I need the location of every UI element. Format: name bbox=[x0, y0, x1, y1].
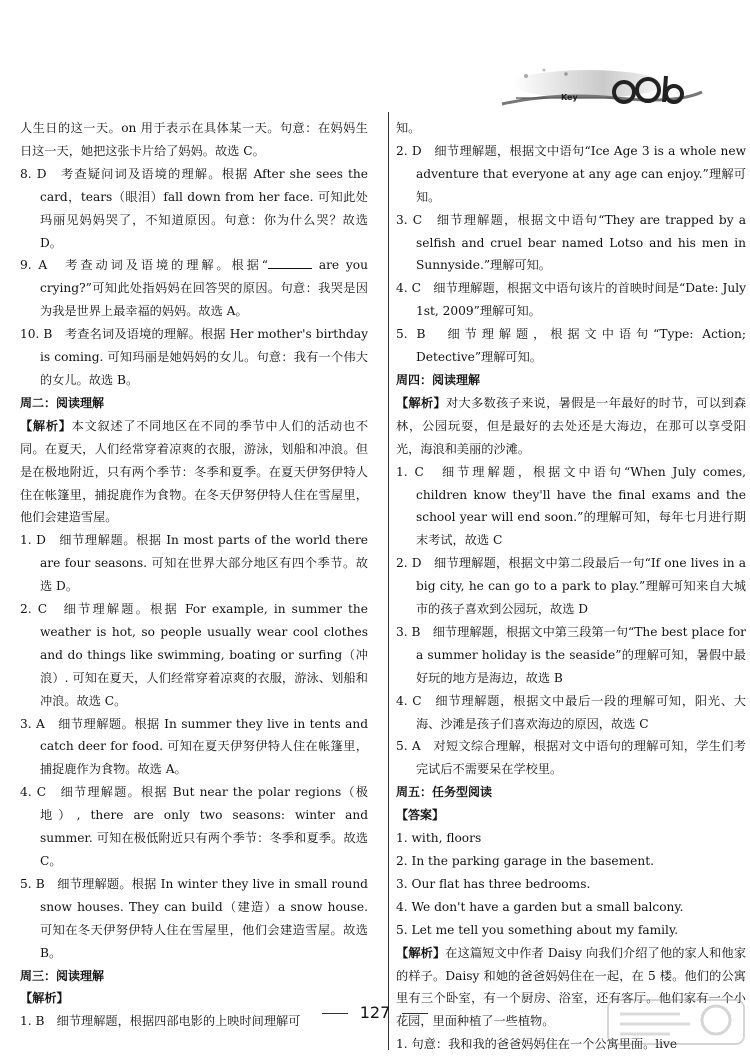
analysis-tag: 【解析】 bbox=[396, 395, 447, 410]
header-key-label: Key bbox=[561, 93, 578, 102]
answer-item: 4. C 细节理解题，根据文中语句该片的首映时间是“Date: July 1st, 2009”理解可知。 bbox=[396, 281, 746, 319]
fill-blank-line bbox=[268, 256, 312, 269]
watermark-logo bbox=[606, 998, 746, 1046]
answer-item: 2. C 细节理解题。根据 For example, in summer the weather is hot, so people usually wear cool clothes and do things like swimming, boating or surfing（冲浪）. 可知在夏天，人们经常穿着凉爽的衣服，游泳、划船和冲浪。故选 C。 bbox=[20, 602, 368, 708]
section-heading: 周四：阅读理解 bbox=[396, 372, 481, 387]
answer-item: 5. B 细节理解题，根据文中语句“Type: Action; Detective”理解可知。 bbox=[396, 327, 746, 365]
answer-item: 3. A 细节理解题。根据 In summer they live in tents and catch deer for food. 可知在夏天伊努伊特人住在帐篷里，捕捉鹿作为食物。故选 A。 bbox=[20, 716, 368, 777]
text-line: 人生日的这一天。on 用于表示在具体某一天。句意：在妈妈生日这一天，她把这张卡片给了妈妈。故选 C。 bbox=[20, 121, 368, 158]
answer-item: 3. B 细节理解题，根据文中第三段第一句“The best place for a summer holiday is the seaside”的理解可知，暑假中最好玩的地方是海边，故选 B bbox=[396, 624, 746, 685]
analysis-text: 本文叙述了不同地区在不同的季节中人们的活动也不同。在夏天，人们经常穿着凉爽的衣服，游泳，划船和冲浪。但是在极地附近，只有两个季节：冬季和夏季。在夏天伊努伊特人住在帐篷里，捕捉鹿作为食物。在冬天伊努伊特人住在雪屋里，他们会建造雪屋。 bbox=[20, 418, 369, 525]
page-number-right-dash bbox=[402, 1013, 428, 1014]
right-column bbox=[396, 117, 746, 1056]
left-column bbox=[20, 117, 368, 1033]
answer-item: 1. B 细节理解题，根据四部电影的上映时间理解可 bbox=[20, 1014, 301, 1029]
text-line: 1. with, floors bbox=[396, 831, 482, 846]
answer-item: 5. B 细节理解题。根据 In winter they live in small round snow houses. They can build（建造）a snow house. 可知在冬天伊努伊特人住在雪屋里，他们会建造雪屋。故选 B。 bbox=[20, 876, 368, 960]
text-line: 5. Let me tell you something about my family. bbox=[396, 922, 679, 937]
answer-item: 5. A 对短文综合理解，根据对文中语句的理解可知，学生们考完试后不需要呆在学校里。 bbox=[396, 739, 746, 777]
analysis-tag: 【解析】 bbox=[20, 418, 72, 433]
answer-item: 1. D 细节理解题。根据 In most parts of the world there are four seasons. 可知在世界大部分地区有四个季节。故选 D。 bbox=[20, 533, 368, 594]
text-line: 知。 bbox=[396, 121, 421, 135]
answer-item: 2. D 细节理解题，根据文中语句“Ice Age 3 is a whole new adventure that everyone at any age can enjoy.”理解可知。 bbox=[396, 143, 746, 204]
answer-item: 2. D 细节理解题，根据文中第二段最后一句“If one lives in a big city, he can go to a park to play.”理解可知来自大城市的孩子喜欢到公园玩，故选 D bbox=[396, 556, 746, 617]
analysis-text: 在这篇短文中作者 Daisy 向我们介绍了他的家人和他家的样子。Daisy 和她的爸爸妈妈住在一起，在 5 楼。他们的公寓里有三个卧室，有一个厨房、浴室，还有客厅。他们家有一个小花园，里面种植了一些植物。 bbox=[396, 945, 747, 1029]
answer-item bbox=[20, 254, 368, 323]
answer-item: 4. C 细节理解题，根据文中最后一段的理解可知，阳光、大海、沙滩是孩子们喜欢海边的原因，故选 C bbox=[396, 693, 746, 731]
section-heading: 周三：阅读理解 bbox=[20, 968, 105, 983]
answer-item: 4. C 细节理解题。根据 But near the polar regions（极地）, there are only two seasons: winter and summer. 可知在极低附近只有两个季节：冬季和夏季。故选 C。 bbox=[20, 785, 368, 868]
analysis-text: 对大多数孩子来说，暑假是一年最好的时节，可以到森林，公园玩耍，但是最好的去处还是大海边，在那可以享受阳光，海浪和美丽的沙滩。 bbox=[396, 395, 747, 456]
analysis-tag: 【解析】 bbox=[20, 991, 69, 1006]
section-heading: 周二：阅读理解 bbox=[20, 395, 105, 410]
text-line: 2. In the parking garage in the basement. bbox=[396, 854, 655, 868]
text-line: 3. Our flat has three bedrooms. bbox=[396, 876, 591, 891]
section-heading: 周五：任务型阅读 bbox=[396, 785, 493, 800]
analysis-paragraph bbox=[20, 415, 368, 530]
analysis-tag: 【解析】 bbox=[396, 945, 446, 960]
header-banner-graphic bbox=[496, 62, 706, 114]
page-number-left-dash bbox=[322, 1013, 348, 1014]
answer-item-text-after: are you crying?”可知此处指妈妈在回答哭的原因。句意：我哭是因为我是世界上最幸福的妈妈。故选 A。 bbox=[40, 258, 368, 319]
answer-item-text-before: 9. A 考查动词及语境的理解。根据“ bbox=[20, 258, 269, 273]
analysis-paragraph bbox=[396, 392, 746, 461]
answer-item: 1. 句意：我和我的爸爸妈妈住在一个公寓里面。live bbox=[396, 1037, 678, 1052]
answer-item: 3. C 细节理解题，根据文中语句“They are trapped by a selfish and cruel bear named Lotso and his men in Sunnyside.”理解可知。 bbox=[396, 212, 746, 273]
answer-item: 1. C 细节理解题，根据文中语句“When July comes, children know they'll have the final exams and the school year will end soon.”的理解可知，每年七月进行期末考试，故选 C bbox=[396, 464, 746, 548]
text-line: 4. We don't have a garden but a small balcony. bbox=[396, 899, 684, 914]
answer-item: 10. B 考查名词及语境的理解。根据 Her mother's birthday is coming. 可知玛丽是她妈妈的女儿。句意：我有一个伟大的女儿。故选 B。 bbox=[20, 327, 368, 387]
page-number-text: 127 bbox=[359, 1003, 391, 1022]
section-heading: 【答案】 bbox=[396, 808, 445, 823]
answer-item: 8. D 考查疑问词及语境的理解。根据 After she sees the card，tears（眼泪）fall down from her face. 可知此处玛丽见妈妈哭了，不知道原因。句意：你为什么哭？故选 D。 bbox=[20, 166, 368, 250]
column-divider bbox=[388, 112, 389, 1050]
